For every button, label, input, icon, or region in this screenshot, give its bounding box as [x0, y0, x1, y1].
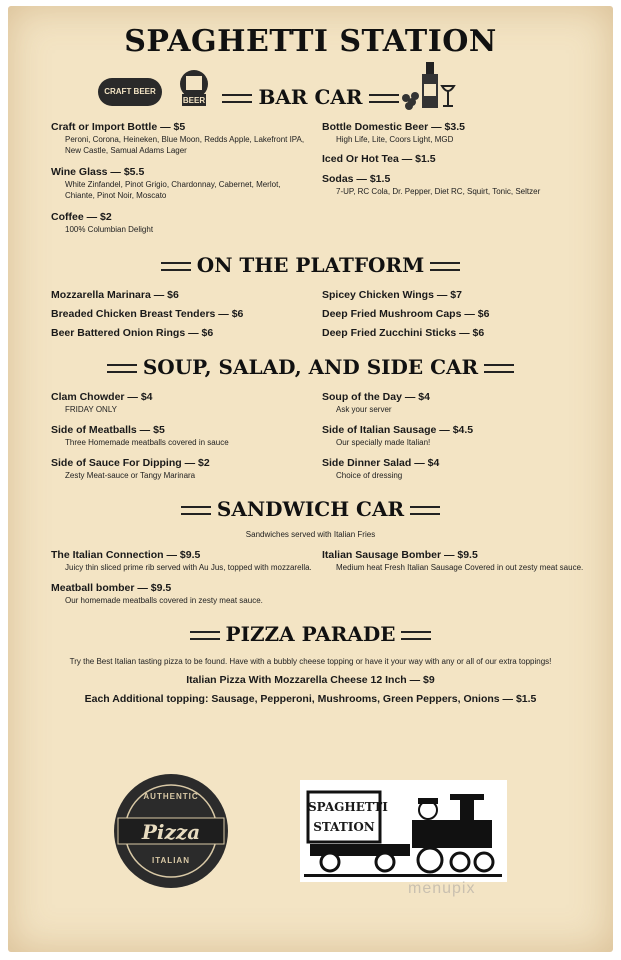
bar-car-heading: BAR CAR [0, 85, 621, 109]
platform-heading: ON THE PLATFORM [0, 253, 621, 277]
craft-beer-badge: CRAFT BEER [98, 78, 162, 106]
menu-item: Soup of the Day — $4 Ask your server [322, 391, 430, 414]
logo-line-1: SPAGHETTI [308, 800, 388, 814]
menu-item: Side Dinner Salad — $4 Choice of dressing [322, 457, 440, 480]
pizza-note: Try the Best Italian tasting pizza to be found. Have with a bubbly cheese topping or have it your way with any or all of our extra toppings! [69, 657, 552, 666]
sandwich-note: Sandwiches served with Italian Fries [245, 530, 376, 539]
pizza-stamp-top: AUTHENTIC [143, 792, 199, 801]
menu-item: Bottle Domestic Beer — $3.5 High Life, Lite, Coors Light, MGD [322, 121, 465, 144]
menu-item: Italian Sausage Bomber — $9.5 Medium heat Fresh Italian Sausage Covered in out zesty meat sauce. [322, 549, 584, 572]
menu-item: Side of Italian Sausage — $4.5 Our specially made Italian! [322, 424, 474, 447]
logo-line-2: STATION [313, 820, 375, 834]
menu-item: The Italian Connection — $9.5 Juicy thin sliced prime rib served with Au Jus, topped with mozzarella. [51, 549, 312, 572]
menu-item: Iced Or Hot Tea — $1.5 [322, 153, 436, 165]
menu-item: Side of Sauce For Dipping — $2 Zesty Meat-sauce or Tangy Marinara [51, 457, 210, 480]
sandwich-heading: SANDWICH CAR [0, 497, 621, 521]
menu-item: Side of Meatballs — $5 Three Homemade meatballs covered in sauce [51, 424, 229, 447]
pizza-line-2: Each Additional topping: Sausage, Pepperoni, Mushrooms, Green Peppers, Onions — $1.5 [84, 693, 537, 705]
wine-grapes-icon [400, 60, 460, 112]
pizza-stamp-middle: Pizza [141, 820, 201, 844]
menu-item: Deep Fried Mushroom Caps — $6 [322, 308, 490, 320]
menu-item: Deep Fried Zucchini Sticks — $6 [322, 327, 485, 339]
menu-item: Clam Chowder — $4 FRIDAY ONLY [51, 391, 153, 414]
menu-item: Sodas — $1.5 7-UP, RC Cola, Dr. Pepper, Diet RC, Squirt, Tonic, Seltzer [322, 173, 541, 196]
menu-title: SPAGHETTI STATION [124, 24, 497, 59]
menu-item: Wine Glass — $5.5 White Zinfandel, Pinot Grigio, Chardonnay, Cabernet, Merlot, Chiante, Pinot Noir, Moscato [51, 166, 281, 200]
soup-heading: SOUP, SALAD, AND SIDE CAR [0, 355, 621, 379]
beer-badge-label: BEER [182, 96, 206, 105]
menu-item: Coffee — $2 100% Columbian Delight [51, 211, 154, 234]
pizza-line-1: Italian Pizza With Mozzarella Cheese 12 Inch — $9 [186, 674, 435, 686]
menu-item: Craft or Import Bottle — $5 Peroni, Corona, Heineken, Blue Moon, Redds Apple, Lakefront IPA, New Castle, Samual Adams Lager [51, 121, 305, 155]
menu-item: Meatball bomber — $9.5 Our homemade meatballs covered in zesty meat sauce. [51, 582, 263, 605]
menu-item: Mozzarella Marinara — $6 [51, 289, 179, 301]
menu-item: Breaded Chicken Breast Tenders — $6 [51, 308, 244, 320]
pizza-stamp-bottom: ITALIAN [152, 856, 190, 865]
watermark: menupix [408, 880, 476, 897]
pizza-heading: PIZZA PARADE [0, 622, 621, 646]
menu-item: Spicey Chicken Wings — $7 [322, 289, 462, 301]
menu-item: Beer Battered Onion Rings — $6 [51, 327, 214, 339]
